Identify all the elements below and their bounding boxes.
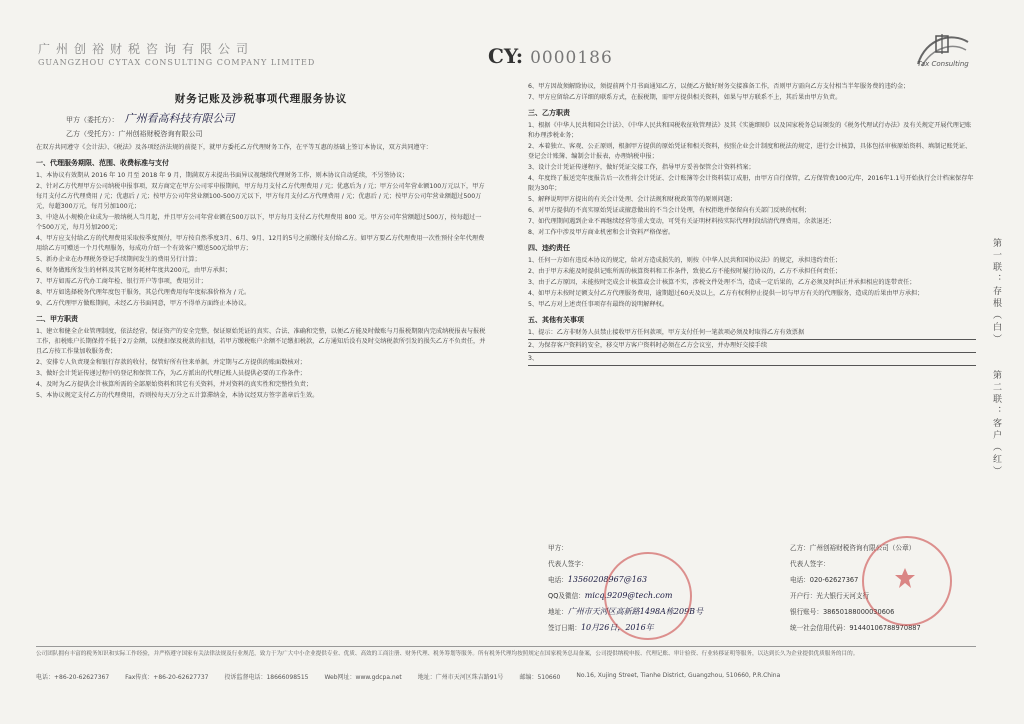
notice-line: 1、提示：乙方非财务人员禁止接收甲方任何款项，甲方支付任何一笔款项必须及时取得乙方有效票据 <box>528 328 976 340</box>
party-a-name: 广州看高科技有限公司 <box>124 112 235 125</box>
section-heading: 五、其他有关事项 <box>528 316 584 324</box>
serial-prefix: CY: <box>488 44 524 68</box>
clause: 7、如代理期间遇到企业不再继续经营等重大变动，可凭有关证明材料按实际代理时段结清代理费用，余款退还； <box>528 218 836 225</box>
party-b-account: 银行账号：38650188000030606 <box>790 608 895 616</box>
clause: 7、甲方应留给乙方详细的联系方式，在报税期，需甲方提供相关资料，如果与甲方联系不上，其后果由甲方负责。 <box>528 94 842 101</box>
clause: 2、本着独立、客观、公正原则，根据甲方提供的原始凭证和相关资料，按照企业会计制度和税法的规定，进行会计核算，具体包括审核原始资料、填制记账凭证、登记会计账簿、编制会计报表，办理纳税申报； <box>528 143 972 160</box>
clause: 3、中途从小规模企业成为一般纳税人当月起，并且甲方公司年营业额在500万以下，甲方每月支付乙方代理费用 800 元。甲方公司年营额超过500万，按每超过一个500万元，每月另加200元； <box>36 214 482 231</box>
clause: 1、任何一方如有违反本协议的规定，给对方造成损失的，则按《中华人民共和国协议法》的规定，承担违约责任； <box>528 257 842 264</box>
seal-star-icon <box>893 566 917 590</box>
intro-paragraph: 在双方共同遵守《会计法》、《税法》及各项经济法规的前提下，就甲方委托乙方代理财务工作，在平等互惠的基础上签订本协议，双方共同遵守： <box>36 144 432 151</box>
clause: 5、新办企业在办理税务登记手续期间发生的费用另行计算； <box>36 256 201 263</box>
party-a-date: 10月26日，2016年 <box>580 623 654 632</box>
party-a-line <box>66 114 486 125</box>
copy-label-client: 第二联：客户（红） <box>991 370 1001 478</box>
party-a-phone-label: 电话： <box>548 576 568 584</box>
party-a-phone: 13560208967@163 <box>567 575 648 584</box>
party-b-rep-label: 代表人签字： <box>790 560 830 568</box>
footer-complaint: 投诉监督电话：18666098515 <box>224 674 309 681</box>
party-b-credit-code: 统一社会信用代码：91440106788970887 <box>790 624 921 632</box>
party-a-date-label: 签订日期： <box>548 624 581 632</box>
serial-number <box>488 44 613 68</box>
footer-address-en: No.16, Xujing Street, Tianhe District, Guangzhou, 510660, P.R.China <box>576 672 781 679</box>
logo-caption: Tax Consulting <box>917 60 969 68</box>
left-column <box>36 90 486 402</box>
clause: 5、本协议规定支付乙方的代理费用，否则按每天万分之五计算滞纳金，本协议经双方签字盖章后生效。 <box>36 392 319 399</box>
clause: 3、做好会计凭证传递过程中的登记和保管工作，为乙方派出的代理记账人员提供必要的工作条件； <box>36 370 306 377</box>
company-name-cn: 广州创裕财税咨询有限公司 <box>38 42 255 56</box>
footer-address-cn: 地址：广州市天河区珠吉路91号 <box>417 674 504 681</box>
party-a-label: 甲方（委托方）： <box>66 116 119 124</box>
company-name-en: GUANGZHOU CYTAX CONSULTING COMPANY LIMITED <box>38 58 316 67</box>
footer-zip: 邮编：510660 <box>519 674 561 681</box>
document-title: 财务记账及涉税事项代理服务协议 <box>174 93 348 105</box>
section-heading: 二、甲方职责 <box>36 315 78 323</box>
party-a-sign-label: 甲方： <box>548 544 568 552</box>
section-heading: 三、乙方职责 <box>528 109 570 117</box>
clause: 6、对甲方提供的不真实原始凭证或擅意做出的不当会计处理，有权拒绝并保留向有关部门反映的权利； <box>528 207 811 214</box>
party-a-rep-label: 代表人签字： <box>548 560 588 568</box>
section-heading: 一、代理服务期限、范围、收费标准与支付 <box>36 159 169 167</box>
clause: 2、安排专人负责现金和银行存款的收付，保管好所有往来单据，并定期与乙方提供的账面数核对； <box>36 359 306 366</box>
clause: 2、针对乙方代理甲方公司纳税申报事项，双方商定在甲方公司零申报期间，甲方每月支付乙方代理费用 / 元；优惠后为 / 元；甲方公司年营业额100万元以下，甲方每月支付乙方代理费用 / 元；优惠后 / 元；按甲方公司年营业额100-500万元以下，甲方每月支付乙方代理费用 / 元；优惠后 / 元；按甲方公司年营业额超过500万元，每超300万元，每月另加100元； <box>36 183 485 210</box>
party-a-address: 广州市天河区高新路1498A栋209B号 <box>567 607 704 616</box>
clause: 4、年度终了报送完年度报告后一次性将会计凭证、会计账簿等会计资料装订成册，由甲方自行保管，乙方保管费100元/年，2016年1.1号开始执行会计档案保存年限为30年； <box>528 175 974 192</box>
clause: 1、建立和健全企业管理制度，依法经营，保证资产的安全完整，保证原始凭证的真实、合法、准确和完整，以便乙方能及时做账与月报税期限内完成纳税报表与报税工作，扣税账户长期保持不低于2万金额，以便扣保及税款的扣划，若甲方缴税账户余额不足缴扣税款，乙方通知后没有及时交纳税款所引发的损失乙方不负责任，并且乙方按工作量加收服务费； <box>36 328 486 355</box>
party-a-qq: micq.9209@tech.com <box>584 591 673 600</box>
party-a-seal <box>604 552 692 640</box>
footer-text: 公司团队拥有丰富的税务知识和实际工作经验，并严格遵守国家有关法律法规及行业规范，致力于为广大中小企业提供专业、优质、高效的工商注册、财务代理、税务筹划等服务。所有税务代理均按照规定在国家税务总局备案，公司提供纳税申报、代理记账、审计验资、行业转移证明等服务，以达到长久为企业提供优质服务的目的。 <box>36 646 976 659</box>
right-column <box>528 82 976 367</box>
party-b-phone: 电话：020-62627367 <box>790 576 859 584</box>
clause: 3、设计会计凭证传递程序，做好凭证交接工作，指导甲方妥善保管会计资料档案； <box>528 164 755 171</box>
party-a-addr-label: 地址： <box>548 608 568 616</box>
clause: 6、财务做账所发生的材料及其它财务耗材年度共200元，由甲方承担； <box>36 267 232 274</box>
clause: 3、由于乙方原因，未能按时完成会计核算或会计核算不实，涉税文件处理不当，造成一定后果的，乙方必须及时纠正并承担相应的连带责任； <box>528 279 916 286</box>
footer-contact-bar <box>36 672 976 681</box>
party-a-qq-label: QQ及微信： <box>548 592 585 600</box>
clause: 4、及时为乙方提供会计核算所需的全部原始资料和其它有关资料，并对资料的真实性和完整性负责； <box>36 381 313 388</box>
clause: 9、乙方代理甲方做账期间，未经乙方书面同意，甲方不得单方面终止本协议。 <box>36 300 251 307</box>
party-b-bank: 开户行：光大银行天河支行 <box>790 592 870 600</box>
serial-digits: 0000186 <box>530 48 613 68</box>
clause: 4、甲方应支付给乙方的代理费用采取按季度预付，甲方按自然季度3月、6月、9月、12月的5号之前缴付支付给乙方。如甲方要乙方代理费用一次性预付全年代理费用给乙方可赠送一个月代理服务，每成功介绍一个有效客户赠送500元给甲方； <box>36 235 485 252</box>
clause: 7、甲方如需乙方代办工商年检、银行开户等事项，费用另计； <box>36 278 207 285</box>
section-heading: 四、违约责任 <box>528 244 570 252</box>
clause: 1、本协议有效期从 2016 年 10 月至 2018 年 9 月，期满双方未提出书面异议视继续代理财务工作，则本协议自动延续，不另签协议； <box>36 172 409 179</box>
clause: 8、对工作中涉及甲方商业机密和会计资料严格保密。 <box>528 229 675 236</box>
notice-line: 3、 <box>528 354 976 366</box>
clause: 2、由于甲方未能及时提供记账所需的核算资料和工作条件，致使乙方不能按时履行协议的，乙方不承担任何责任； <box>528 268 842 275</box>
footer-tel: 电话：+86-20-62627367 <box>36 674 110 681</box>
party-b-line: 乙方（受托方）：广州创裕财税咨询有限公司 <box>66 130 203 138</box>
party-b-sign-label: 乙方：广州创裕财税咨询有限公司（公章） <box>790 544 916 552</box>
footer-fax: Fax传真：+86-20-62627737 <box>125 674 209 681</box>
clause: 1、根据《中华人民共和国会计法》、《中华人民共和国税收征收管理法》及其《实施细则》以及国家税务总局颁发的《税务代理试行办法》及有关规定开展代理记账和办理涉税业务； <box>528 122 972 139</box>
clause: 5、甲乙方对上述责任事项存有最终的说明解释权。 <box>528 301 669 308</box>
footer-web: Web网址：www.gdcpa.net <box>324 674 402 681</box>
copy-label-stub: 第一联：存根（白） <box>991 238 1001 346</box>
clause: 4、如甲方未按时足额支付乙方代理服务费用，逾期超过60天及以上，乙方有权利停止提供一切与甲方有关的代理服务，造成的后果由甲方承担； <box>528 290 924 297</box>
clause: 6、甲方因故须解除协议，须提前两个月书面通知乙方，以便乙方做好财务交接准备工作，否则甲方需向乙方支付相当半年服务费的违约金； <box>528 83 910 90</box>
clause: 5、解释说明甲方提出的有关会计处理、会计法规和财税政策等的原则问题； <box>528 196 737 203</box>
notice-line: 2、为保存客户资料的安全，移交甲方客户资料时必须在乙方会议室，并办理好交接手续 <box>528 341 976 353</box>
clause: 8、甲方如选择税务代理年度包干服务，其总代理费用每年度标准价格为 / 元。 <box>36 289 251 296</box>
